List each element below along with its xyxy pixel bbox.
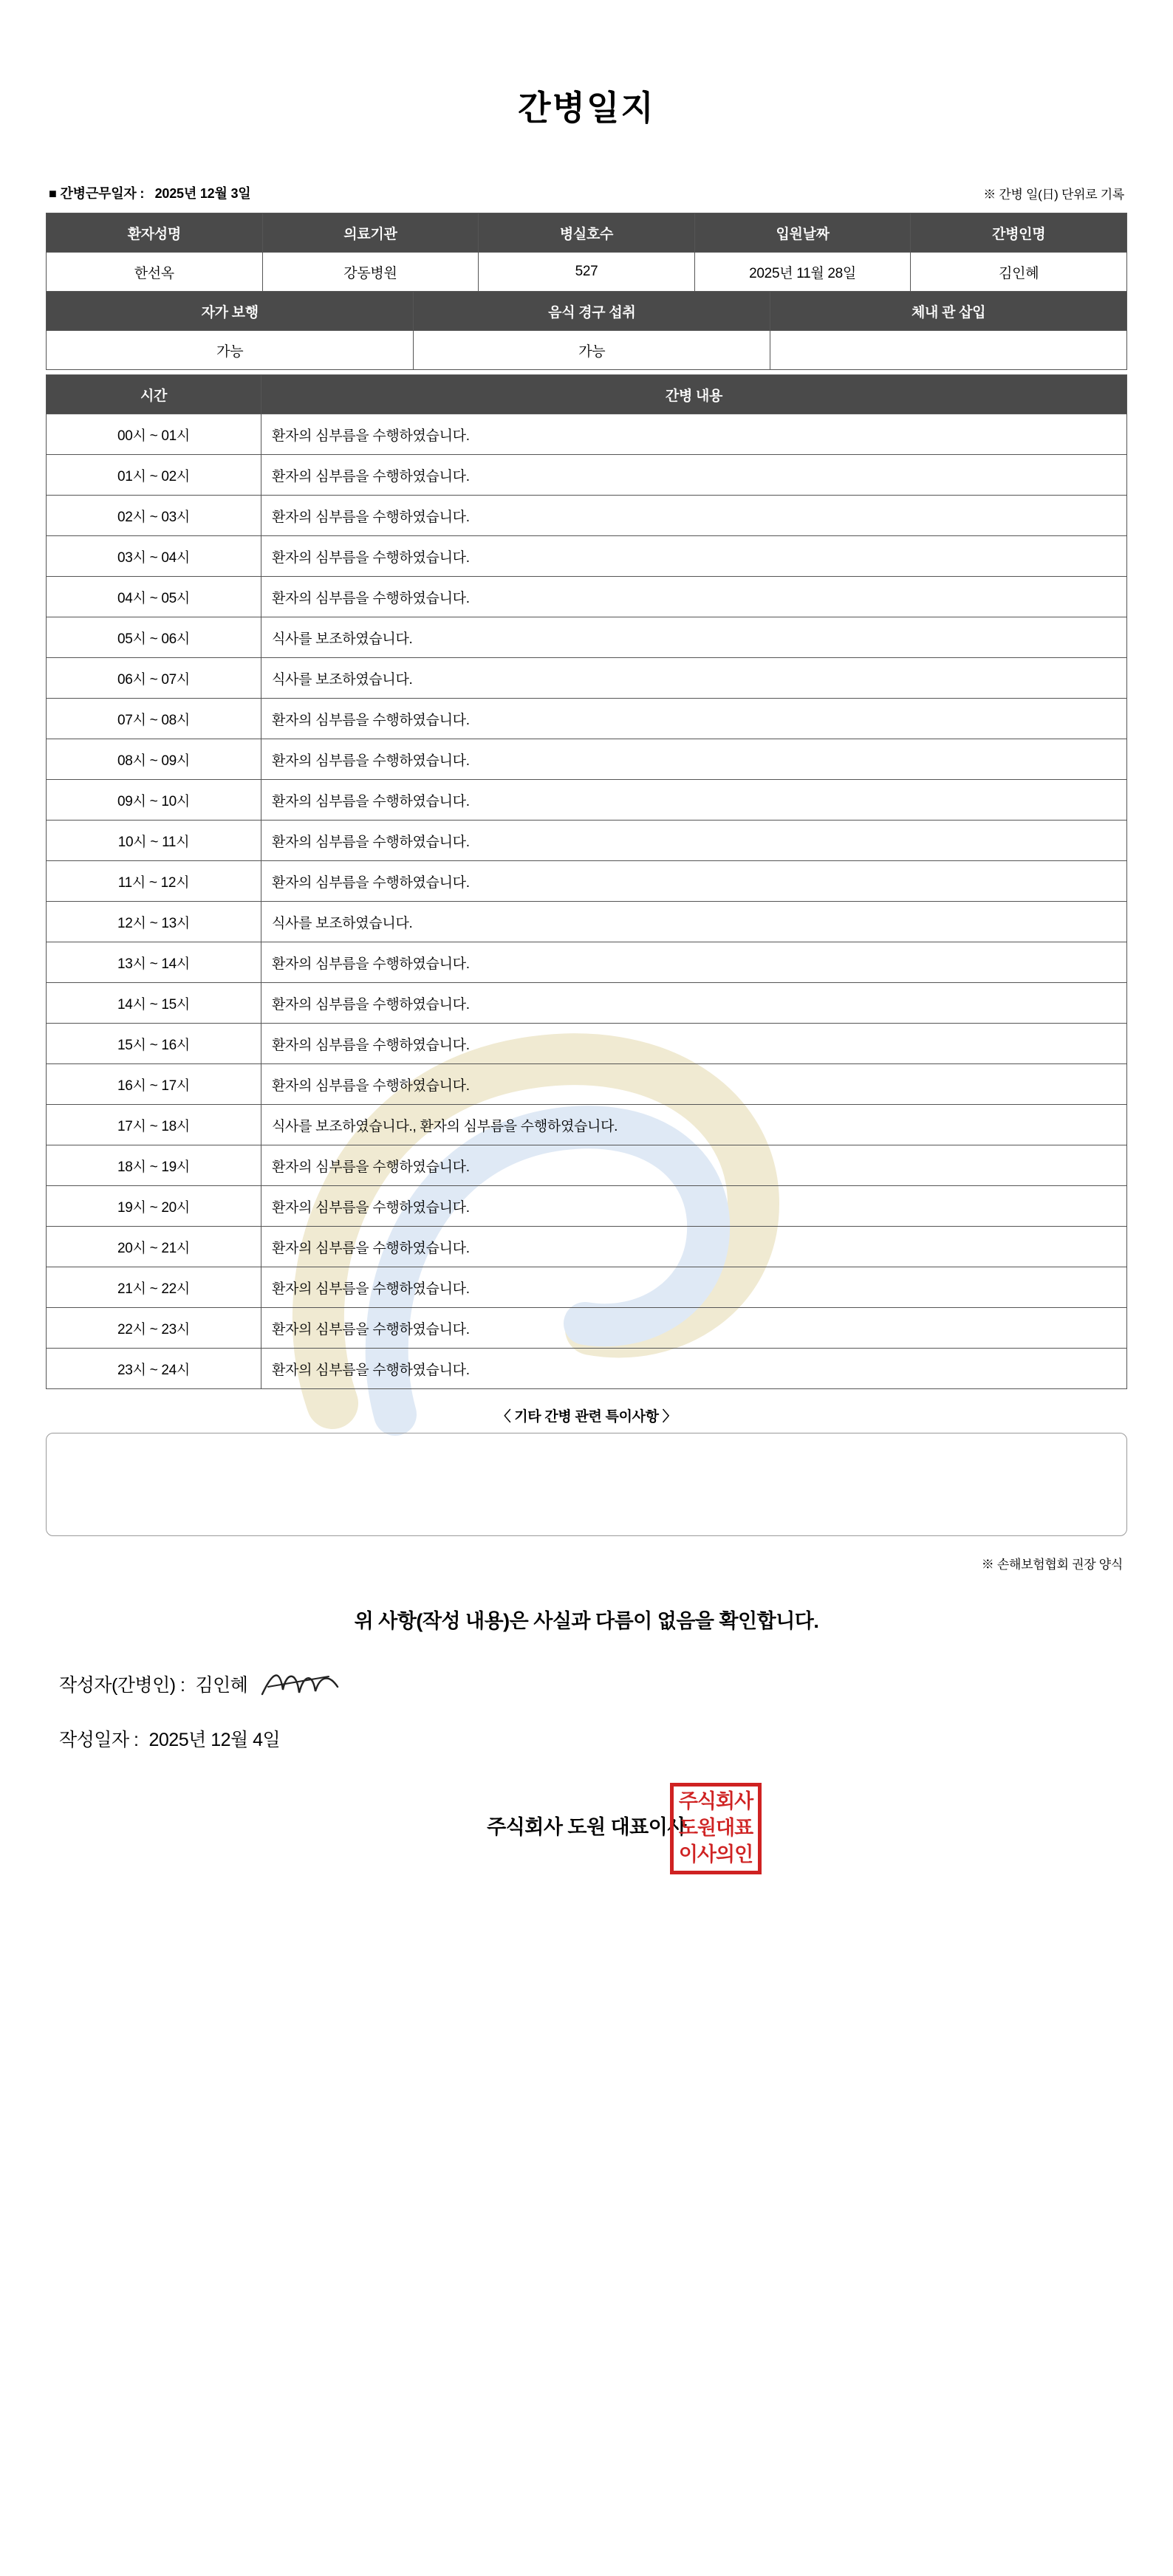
work-date-value: 2025년 12월 3일 [154,186,251,201]
table-row [47,780,1127,821]
care-log-time: 22시 ~ 23시 [47,1308,261,1349]
page-title: 간병일지 [518,89,655,127]
admission-date-value: 2025년 11월 28일 [694,253,911,292]
care-log-time: 06시 ~ 07시 [47,658,261,699]
patient-info-header-name: 환자성명 [47,213,263,253]
care-log-note: 환자의 심부름을 수행하였습니다. [261,983,1127,1024]
care-log-note: 환자의 심부름을 수행하였습니다. [261,1186,1127,1227]
care-log-body [47,414,1127,1389]
caregiver-name-value: 김인혜 [911,253,1127,292]
care-log-time: 00시 ~ 01시 [47,414,261,455]
table-row [47,1105,1127,1145]
care-log-time: 19시 ~ 20시 [47,1186,261,1227]
written-date-label: 작성일자 : [59,1730,139,1750]
table-row [47,983,1127,1024]
care-status-header-oral-intake: 음식 경구 섭취 [414,292,770,331]
care-log-time: 17시 ~ 18시 [47,1105,261,1145]
written-date-value: 2025년 12월 4일 [148,1730,281,1750]
care-status-header-walking: 자가 보행 [47,292,414,331]
care-log-time: 01시 ~ 02시 [47,455,261,496]
care-log-time: 02시 ~ 03시 [47,496,261,536]
stamp-line-1: 주식회사 [678,1790,753,1813]
care-log-note: 환자의 심부름을 수행하였습니다. [261,1145,1127,1186]
work-date-label: ■ 간병근무일자 : [49,186,145,201]
table-row [47,1064,1127,1105]
care-log-note: 환자의 심부름을 수행하였습니다. [261,414,1127,455]
table-row [47,699,1127,739]
care-log-note: 식사를 보조하였습니다. [261,658,1127,699]
care-log-note: 환자의 심부름을 수행하였습니다. [261,1024,1127,1064]
table-row [47,1308,1127,1349]
table-row [47,861,1127,902]
room-number-value: 527 [479,253,695,292]
care-log-time: 15시 ~ 16시 [47,1024,261,1064]
care-log-time: 13시 ~ 14시 [47,942,261,983]
care-log-note: 식사를 보조하였습니다. [261,902,1127,942]
association-note: ※ 손해보험협회 권장 양식 [981,1558,1123,1572]
table-row [47,617,1127,658]
table-row [47,658,1127,699]
table-row [47,1267,1127,1308]
care-log-note: 식사를 보조하였습니다., 환자의 심부름을 수행하였습니다. [261,1105,1127,1145]
care-log-time: 03시 ~ 04시 [47,536,261,577]
care-log-note: 환자의 심부름을 수행하였습니다. [261,699,1127,739]
patient-info-table [46,213,1127,292]
patient-info-header-caregiver: 간병인명 [911,213,1127,253]
care-log-time: 16시 ~ 17시 [47,1064,261,1105]
care-log-time: 10시 ~ 11시 [47,821,261,861]
table-row [47,455,1127,496]
patient-info-header-hospital: 의료기관 [262,213,479,253]
writer-name: 김인혜 [195,1675,248,1696]
company-stamp [670,1783,762,1874]
writer-row [59,1668,1127,1700]
care-log-header-row [47,375,1127,414]
care-status-table [46,291,1127,370]
table-row [47,213,1127,253]
table-row [47,496,1127,536]
table-row [47,942,1127,983]
table-row [47,902,1127,942]
care-log-time: 11시 ~ 12시 [47,861,261,902]
care-log-note: 환자의 심부름을 수행하였습니다. [261,536,1127,577]
patient-info-header-admission-date: 입원날짜 [694,213,911,253]
hospital-value: 강동병원 [262,253,479,292]
care-log-note: 환자의 심부름을 수행하였습니다. [261,780,1127,821]
care-log-note: 환자의 심부름을 수행하였습니다. [261,1064,1127,1105]
table-row [47,414,1127,455]
care-log-note: 환자의 심부름을 수행하였습니다. [261,1308,1127,1349]
table-row [47,253,1127,292]
table-row [47,821,1127,861]
care-log-note: 환자의 심부름을 수행하였습니다. [261,821,1127,861]
patient-info-header-room: 병실호수 [479,213,695,253]
record-unit-note: ※ 간병 일(日) 단위로 기록 [983,188,1124,202]
care-log-note: 식사를 보조하였습니다. [261,617,1127,658]
table-row [47,1024,1127,1064]
care-log-note: 환자의 심부름을 수행하였습니다. [261,861,1127,902]
care-log-note: 환자의 심부름을 수행하였습니다. [261,1227,1127,1267]
care-log-time: 08시 ~ 09시 [47,739,261,780]
table-row [47,292,1127,331]
care-status-header-tube-insertion: 체내 관 삽입 [770,292,1127,331]
care-log-time: 23시 ~ 24시 [47,1349,261,1389]
writer-label: 작성자(간병인) : [59,1675,185,1696]
care-log-header-time: 시간 [47,375,261,414]
stamp-line-3: 이사의인 [678,1843,753,1866]
care-status-tube-insertion-value [770,331,1127,370]
care-log-time: 21시 ~ 22시 [47,1267,261,1308]
written-date-row [59,1725,1127,1752]
care-log-time: 12시 ~ 13시 [47,902,261,942]
notes-textarea[interactable] [46,1433,1127,1536]
care-log-time: 07시 ~ 08시 [47,699,261,739]
table-row [47,536,1127,577]
care-log-header-content: 간병 내용 [261,375,1127,414]
care-log-note: 환자의 심부름을 수행하였습니다. [261,942,1127,983]
table-row [47,1349,1127,1389]
care-log-note: 환자의 심부름을 수행하였습니다. [261,1349,1127,1389]
care-log-note: 환자의 심부름을 수행하였습니다. [261,739,1127,780]
work-date [49,183,250,202]
meta-row [46,183,1127,202]
table-row [47,739,1127,780]
table-row [47,331,1127,370]
table-row [47,1227,1127,1267]
table-row [47,1145,1127,1186]
care-log-time: 04시 ~ 05시 [47,577,261,617]
company-row [46,1778,1127,1874]
signature-icon [258,1668,346,1700]
confirmation-statement: 위 사항(작성 내용)은 사실과 다름이 없음을 확인합니다. [354,1610,819,1632]
care-log-time: 18시 ~ 19시 [47,1145,261,1186]
table-row [47,1186,1127,1227]
care-log-note: 환자의 심부름을 수행하였습니다. [261,1267,1127,1308]
care-log-time: 20시 ~ 21시 [47,1227,261,1267]
care-status-oral-intake-value: 가능 [414,331,770,370]
care-log-table [46,374,1127,1389]
care-status-walking-value: 가능 [47,331,414,370]
care-log-note: 환자의 심부름을 수행하였습니다. [261,496,1127,536]
care-log-time: 05시 ~ 06시 [47,617,261,658]
care-log-note: 환자의 심부름을 수행하였습니다. [261,455,1127,496]
table-row [47,577,1127,617]
notes-section-title: 〈 기타 간병 관련 특이사항 〉 [496,1409,677,1425]
care-log-note: 환자의 심부름을 수행하였습니다. [261,577,1127,617]
care-log-time: 14시 ~ 15시 [47,983,261,1024]
patient-name-value: 한선옥 [47,253,263,292]
signature-block [46,1668,1127,1752]
company-name: 주식회사 도원 대표이사 [487,1816,686,1838]
care-log-time: 09시 ~ 10시 [47,780,261,821]
stamp-line-2: 도원대표 [678,1817,753,1840]
